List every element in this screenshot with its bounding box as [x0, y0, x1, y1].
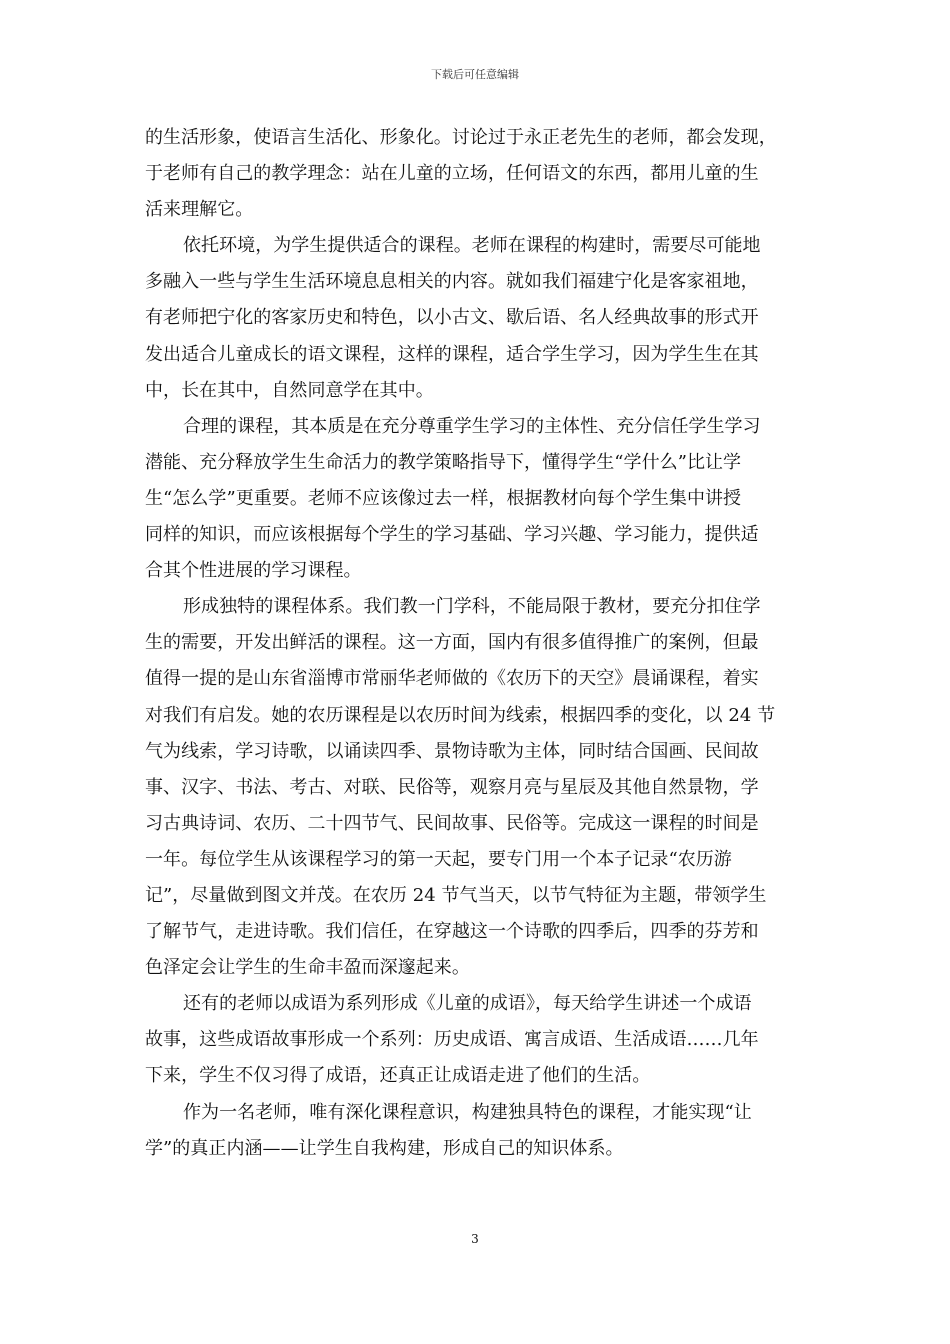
text-line: 有老师把宁化的客家历史和特色，以小古文、歇后语、名人经典故事的形式开 — [145, 307, 759, 329]
text-line: 学”的真正内涵——让学生自我构建，形成自己的知识体系。 — [145, 1137, 624, 1159]
text-line: 活来理解它。 — [145, 199, 254, 221]
paragraph-first-line: 形成独特的课程体系。我们教一门学科，不能局限于教材，要充分扣住学 — [183, 596, 761, 618]
paragraph-first-line: 合理的课程，其本质是在充分尊重学生学习的主体性、充分信任学生学习 — [183, 415, 761, 437]
text-line: 的生活形象，使语言生活化、形象化。讨论过于永正老先生的老师，都会发现， — [145, 127, 777, 148]
text-line: 多融入一些与学生生活环境息息相关的内容。就如我们福建宁化是客家祖地， — [145, 271, 759, 293]
text-line: 了解节气，走进诗歌。我们信任，在穿越这一个诗歌的四季后，四季的芬芳和 — [145, 921, 759, 943]
text-line: 生的需要，开发出鲜活的课程。这一方面，国内有很多值得推广的案例，但最 — [145, 632, 759, 654]
text-line: 对我们有启发。她的农历课程是以农历时间为线索，根据四季的变化，以 24 节 — [145, 704, 776, 726]
text-line: 值得一提的是山东省淄博市常丽华老师做的《农历下的天空》晨诵课程，着实 — [145, 668, 759, 690]
paragraph-first-line: 依托环境，为学生提供适合的课程。老师在课程的构建时，需要尽可能地 — [183, 235, 761, 257]
text-line: 事、汉字、书法、考古、对联、民俗等，观察月亮与星辰及其他自然景物，学 — [145, 776, 759, 798]
text-line: 气为线索，学习诗歌，以诵读四季、景物诗歌为主体，同时结合国画、民间故 — [145, 740, 759, 762]
text-line: 潜能、充分释放学生生命活力的教学策略指导下，懂得学生“学什么”比让学 — [145, 451, 742, 473]
text-line: 中，长在其中，自然同意学在其中。 — [145, 379, 434, 401]
text-line: 生“怎么学”更重要。老师不应该像过去一样，根据教材向每个学生集中讲授 — [145, 487, 742, 509]
body-text — [145, 120, 810, 1167]
page-header: 下载后可任意编辑 — [431, 68, 519, 81]
text-line: 一年。每位学生从该课程学习的第一天起，要专门用一个本子记录“农历游 — [145, 848, 732, 870]
text-line: 于老师有自己的教学理念：站在儿童的立场，任何语文的东西，都用儿童的生 — [145, 163, 759, 185]
paragraph-first-line: 作为一名老师，唯有深化课程意识，构建独具特色的课程，才能实现“让 — [183, 1101, 752, 1123]
paragraph-first-line: 还有的老师以成语为系列形成《儿童的成语》，每天给学生讲述一个成语 — [183, 993, 752, 1015]
text-line: 发出适合儿童成长的语文课程，这样的课程，适合学生学习，因为学生生在其 — [145, 343, 759, 365]
text-line: 故事，这些成语故事形成一个系列：历史成语、寓言成语、生活成语……几年 — [145, 1029, 759, 1051]
text-line: 合其个性进展的学习课程。 — [145, 560, 362, 582]
text-line: 下来，学生不仅习得了成语，还真正让成语走进了他们的生活。 — [145, 1065, 651, 1087]
text-line: 色泽定会让学生的生命丰盈而深邃起来。 — [145, 957, 470, 979]
text-line: 记”，尽量做到图文并茂。在农历 24 节气当天，以节气特征为主题，带领学生 — [145, 884, 767, 906]
page-number: 3 — [471, 1232, 479, 1246]
text-line: 同样的知识，而应该根据每个学生的学习基础、学习兴趣、学习能力，提供适 — [145, 524, 759, 546]
text-line: 习古典诗词、农历、二十四节气、民间故事、民俗等。完成这一课程的时间是 — [145, 812, 759, 834]
